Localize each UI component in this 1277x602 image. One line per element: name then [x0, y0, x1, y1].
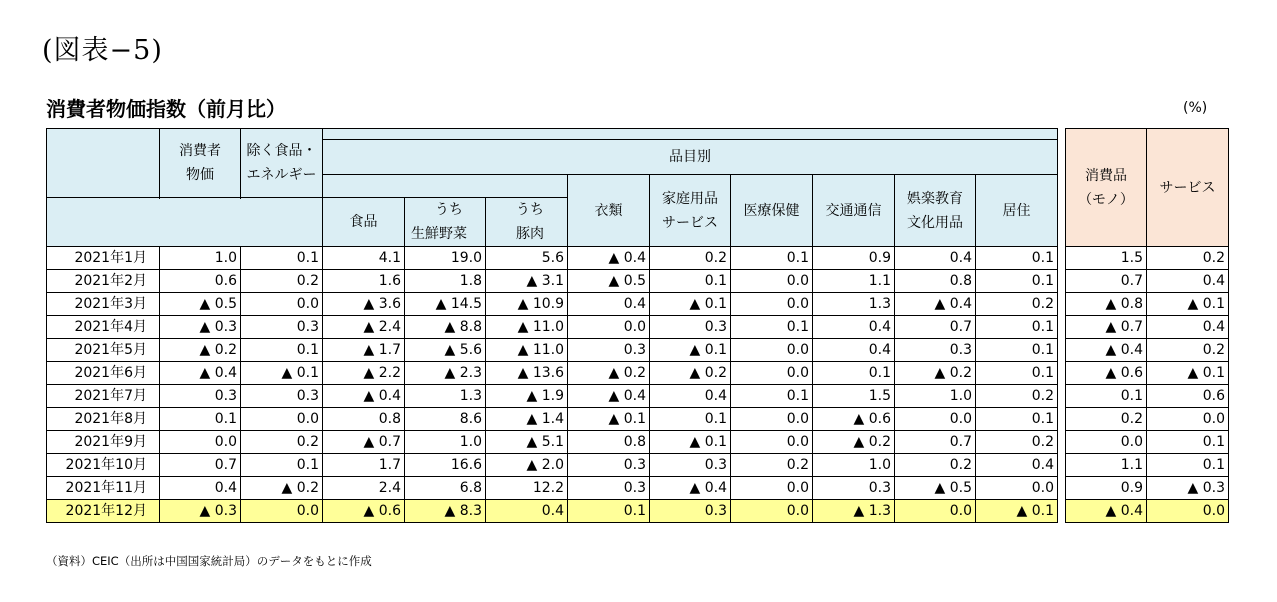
table-cell: ▲ 0.5	[568, 270, 650, 293]
table-cell: ▲ 3.6	[323, 293, 405, 316]
table-cell: 16.6	[405, 454, 486, 477]
table-cell: 0.8	[895, 270, 976, 293]
table-cell: ▲ 0.3	[160, 316, 241, 339]
table-cell: 1.0	[160, 247, 241, 270]
table-cell: ▲ 14.5	[405, 293, 486, 316]
header-group: 品目別	[323, 140, 1058, 175]
row-label: 2021年4月	[47, 316, 160, 339]
header-pork	[486, 198, 568, 247]
table-cell: 0.0	[731, 293, 813, 316]
column-gap-cell	[1058, 316, 1066, 339]
source-note: （資料）CEIC（出所は中国国家統計局）のデータをもとに作成	[46, 554, 372, 568]
table-cell: ▲ 0.6	[323, 500, 405, 523]
column-gap-cell	[1058, 293, 1066, 316]
table-cell: 1.0	[813, 454, 895, 477]
header-core-line1: 除く食品・	[246, 143, 317, 159]
header-period-corner	[47, 129, 160, 198]
table-cell: 1.1	[813, 270, 895, 293]
unit-label: (%)	[1183, 100, 1208, 116]
table-cell: 0.2	[241, 431, 323, 454]
table-title: 消費者物価指数（前月比）	[46, 97, 286, 121]
column-gap-cell	[1058, 247, 1066, 270]
header-household-line2: サービス	[662, 214, 718, 231]
table-cell: ▲ 0.4	[895, 293, 976, 316]
table-cell: ▲ 2.0	[486, 454, 568, 477]
table-cell: 0.3	[568, 477, 650, 500]
table-cell: 0.2	[1147, 339, 1229, 362]
table-cell: ▲ 0.1	[650, 339, 731, 362]
table-cell: 0.3	[568, 339, 650, 362]
table-cell: 0.0	[160, 431, 241, 454]
table-cell: ▲ 0.7	[1066, 316, 1147, 339]
table-row	[47, 270, 1229, 293]
cpi-table	[46, 128, 1229, 523]
header-goods	[1066, 129, 1147, 247]
column-gap-cell	[1058, 431, 1066, 454]
table-cell: 0.0	[976, 477, 1058, 500]
table-cell: 0.1	[1147, 454, 1229, 477]
table-cell: 0.1	[1147, 431, 1229, 454]
header-bottom-strip	[47, 198, 323, 247]
table-cell: 0.0	[731, 270, 813, 293]
table-cell: ▲ 0.5	[895, 477, 976, 500]
table-cell: ▲ 0.2	[568, 362, 650, 385]
row-label: 2021年10月	[47, 454, 160, 477]
figure-label: (図表−5)	[42, 35, 163, 66]
table-row	[47, 362, 1229, 385]
table-cell: 0.7	[160, 454, 241, 477]
table-cell: 0.0	[731, 477, 813, 500]
table-cell: 0.1	[650, 270, 731, 293]
table-cell: 0.0	[731, 362, 813, 385]
header-clothing: 衣類	[568, 175, 650, 247]
table-cell: 0.4	[160, 477, 241, 500]
row-label: 2021年9月	[47, 431, 160, 454]
table-cell: ▲ 1.4	[486, 408, 568, 431]
table-cell: ▲ 11.0	[486, 339, 568, 362]
table-cell: 0.2	[731, 454, 813, 477]
table-cell: 0.0	[731, 431, 813, 454]
table-cell: ▲ 0.4	[568, 385, 650, 408]
header-pork-line1: うち	[516, 202, 544, 218]
header-cpi-line1: 消費者	[179, 143, 221, 159]
table-cell: ▲ 0.3	[1147, 477, 1229, 500]
row-label: 2021年2月	[47, 270, 160, 293]
table-cell: ▲ 0.3	[160, 500, 241, 523]
table-cell: ▲ 0.4	[568, 247, 650, 270]
table-cell: 0.3	[813, 477, 895, 500]
table-cell: ▲ 10.9	[486, 293, 568, 316]
table-cell: 12.2	[486, 477, 568, 500]
header-services	[1147, 129, 1229, 247]
table-cell: ▲ 1.9	[486, 385, 568, 408]
header-top-strip	[323, 129, 1058, 140]
table-row	[47, 316, 1229, 339]
table-cell: ▲ 0.4	[1066, 339, 1147, 362]
table-cell: 0.3	[568, 454, 650, 477]
table-cell: 2.4	[323, 477, 405, 500]
row-label: 2021年12月	[47, 500, 160, 523]
column-gap-cell	[1058, 408, 1066, 431]
column-gap-cell	[1058, 454, 1066, 477]
table-cell: 0.2	[976, 385, 1058, 408]
table-cell: ▲ 0.5	[160, 293, 241, 316]
table-cell: 0.2	[1066, 408, 1147, 431]
table-cell: 1.5	[813, 385, 895, 408]
table-cell: 0.1	[1066, 385, 1147, 408]
table-row	[47, 431, 1229, 454]
table-cell: 0.3	[241, 316, 323, 339]
table-cell: ▲ 2.4	[323, 316, 405, 339]
table-cell: ▲ 8.3	[405, 500, 486, 523]
header-veg-line1: うち	[435, 202, 463, 218]
table-cell: 0.1	[976, 339, 1058, 362]
table-cell: 0.3	[895, 339, 976, 362]
table-cell: 0.3	[650, 316, 731, 339]
column-gap-cell	[1058, 270, 1066, 293]
table-cell: 19.0	[405, 247, 486, 270]
table-cell: 0.6	[160, 270, 241, 293]
table-cell: 0.1	[976, 316, 1058, 339]
header-food: 食品	[323, 198, 405, 247]
table-cell: 0.7	[895, 431, 976, 454]
table-cell: 0.1	[241, 247, 323, 270]
table-cell: 0.4	[813, 316, 895, 339]
table-cell: 0.4	[486, 500, 568, 523]
table-cell: 0.9	[1066, 477, 1147, 500]
table-cell: 0.4	[976, 454, 1058, 477]
table-cell: 0.1	[976, 270, 1058, 293]
table-cell: ▲ 0.2	[160, 339, 241, 362]
table-cell: 0.1	[813, 362, 895, 385]
table-cell: ▲ 5.6	[405, 339, 486, 362]
table-cell: 1.1	[1066, 454, 1147, 477]
table-cell: 0.0	[1147, 408, 1229, 431]
header-veg	[405, 198, 486, 247]
table-cell: ▲ 0.2	[241, 477, 323, 500]
header-health: 医療保健	[731, 175, 813, 247]
table-cell: 0.0	[241, 293, 323, 316]
table-cell: ▲ 0.4	[650, 477, 731, 500]
table-cell: 0.8	[323, 408, 405, 431]
table-cell: ▲ 0.1	[241, 362, 323, 385]
column-gap-cell	[1058, 477, 1066, 500]
table-cell: 5.6	[486, 247, 568, 270]
table-cell: ▲ 0.6	[813, 408, 895, 431]
column-gap-cell	[1058, 339, 1066, 362]
table-row	[47, 408, 1229, 431]
table-row	[47, 454, 1229, 477]
table-cell: 0.4	[1147, 316, 1229, 339]
table-cell: 0.1	[976, 362, 1058, 385]
table-cell: 0.0	[241, 408, 323, 431]
table-cell: 6.8	[405, 477, 486, 500]
table-cell: ▲ 0.1	[1147, 362, 1229, 385]
table-cell: 0.1	[241, 339, 323, 362]
table-cell: 0.7	[1066, 270, 1147, 293]
table-cell: ▲ 0.1	[650, 431, 731, 454]
table-cell: 0.3	[650, 500, 731, 523]
table-cell: 0.4	[568, 293, 650, 316]
table-cell: ▲ 0.7	[323, 431, 405, 454]
table-cell: 0.0	[731, 500, 813, 523]
table-cell: ▲ 0.6	[1066, 362, 1147, 385]
table-cell: 0.9	[813, 247, 895, 270]
table-cell: 0.2	[976, 293, 1058, 316]
table-cell: ▲ 1.7	[323, 339, 405, 362]
table-cell: ▲ 0.8	[1066, 293, 1147, 316]
table-cell: 0.0	[1147, 500, 1229, 523]
row-label: 2021年6月	[47, 362, 160, 385]
header-housing: 居住	[976, 175, 1058, 247]
table-cell: 0.1	[731, 247, 813, 270]
table-cell: 0.1	[731, 316, 813, 339]
table-cell: 0.4	[895, 247, 976, 270]
table-cell: 0.2	[895, 454, 976, 477]
table-cell: 0.1	[731, 385, 813, 408]
table-cell: 0.4	[1147, 270, 1229, 293]
header-cpi	[160, 129, 241, 198]
header-veg-line2: 生鮮野菜	[411, 226, 467, 242]
header-goods-line2: （モノ）	[1078, 191, 1134, 208]
table-cell: ▲ 0.2	[895, 362, 976, 385]
table-cell: 0.0	[241, 500, 323, 523]
header-household-line1: 家庭用品	[662, 190, 718, 207]
table-cell: 0.1	[568, 500, 650, 523]
row-label: 2021年7月	[47, 385, 160, 408]
table-cell: 0.1	[976, 408, 1058, 431]
table-cell: 1.7	[323, 454, 405, 477]
table-cell: 4.1	[323, 247, 405, 270]
column-gap-cell	[1058, 362, 1066, 385]
table-cell: ▲ 0.4	[323, 385, 405, 408]
table-row	[47, 247, 1229, 270]
table-cell: 1.8	[405, 270, 486, 293]
table-cell: 0.2	[1147, 247, 1229, 270]
table-cell: ▲ 2.2	[323, 362, 405, 385]
table-cell: ▲ 2.3	[405, 362, 486, 385]
table-cell: 0.1	[650, 408, 731, 431]
header-services-line1: サービス	[1159, 179, 1216, 196]
table-row	[47, 500, 1229, 523]
table-cell: 1.5	[1066, 247, 1147, 270]
table-cell: 0.3	[650, 454, 731, 477]
table-cell: ▲ 11.0	[486, 316, 568, 339]
table-cell: 0.0	[895, 500, 976, 523]
table-cell: 0.1	[160, 408, 241, 431]
table-cell: ▲ 0.2	[650, 362, 731, 385]
data-rows	[47, 247, 1229, 523]
table-cell: 0.6	[1147, 385, 1229, 408]
table-cell: 0.0	[568, 316, 650, 339]
header-core-line2: エネルギー	[246, 167, 317, 183]
table-cell: ▲ 1.3	[813, 500, 895, 523]
header-household	[650, 175, 731, 247]
row-label: 2021年1月	[47, 247, 160, 270]
table-cell: ▲ 0.1	[650, 293, 731, 316]
table-row	[47, 477, 1229, 500]
table-cell: 0.0	[731, 339, 813, 362]
table-cell: 0.2	[976, 431, 1058, 454]
table-cell: 0.4	[650, 385, 731, 408]
table-cell: 0.7	[895, 316, 976, 339]
column-gap	[1058, 129, 1066, 247]
table-cell: 0.1	[241, 454, 323, 477]
table-cell: 0.3	[241, 385, 323, 408]
table-cell: 0.2	[650, 247, 731, 270]
table-row	[47, 385, 1229, 408]
column-gap-cell	[1058, 500, 1066, 523]
table-cell: 1.0	[895, 385, 976, 408]
table-cell: 0.0	[731, 408, 813, 431]
table-row	[47, 293, 1229, 316]
table-cell: 0.2	[241, 270, 323, 293]
table-cell: 1.0	[405, 431, 486, 454]
header-education-line2: 文化用品	[907, 214, 963, 231]
row-label: 2021年3月	[47, 293, 160, 316]
table-row	[47, 339, 1229, 362]
table-cell: 0.0	[895, 408, 976, 431]
table-cell: 0.8	[568, 431, 650, 454]
table-cell: ▲ 3.1	[486, 270, 568, 293]
table-cell: 1.3	[813, 293, 895, 316]
table-cell: 1.3	[405, 385, 486, 408]
header-transport: 交通通信	[813, 175, 895, 247]
table-cell: ▲ 0.1	[1147, 293, 1229, 316]
table-cell: 1.6	[323, 270, 405, 293]
table-cell: ▲ 8.8	[405, 316, 486, 339]
table-cell: 0.0	[1066, 431, 1147, 454]
table-cell: ▲ 0.4	[160, 362, 241, 385]
column-gap-cell	[1058, 385, 1066, 408]
header-education	[895, 175, 976, 247]
table-cell: ▲ 5.1	[486, 431, 568, 454]
header-education-line1: 娯楽教育	[907, 190, 963, 207]
table-cell: ▲ 0.4	[1066, 500, 1147, 523]
table-cell: ▲ 13.6	[486, 362, 568, 385]
table-cell: ▲ 0.1	[976, 500, 1058, 523]
row-label: 2021年8月	[47, 408, 160, 431]
table-cell: ▲ 0.1	[568, 408, 650, 431]
table-cell: 0.1	[976, 247, 1058, 270]
table-cell: 0.3	[160, 385, 241, 408]
row-label: 2021年11月	[47, 477, 160, 500]
table-cell: 0.4	[813, 339, 895, 362]
row-label: 2021年5月	[47, 339, 160, 362]
header-pork-line2: 豚肉	[516, 226, 544, 242]
header-goods-line1: 消費品	[1085, 167, 1127, 184]
table-cell: 8.6	[405, 408, 486, 431]
header-core	[241, 129, 323, 198]
header-food-group	[323, 175, 568, 198]
header-cpi-line2: 物価	[186, 167, 214, 183]
table-cell: ▲ 0.2	[813, 431, 895, 454]
